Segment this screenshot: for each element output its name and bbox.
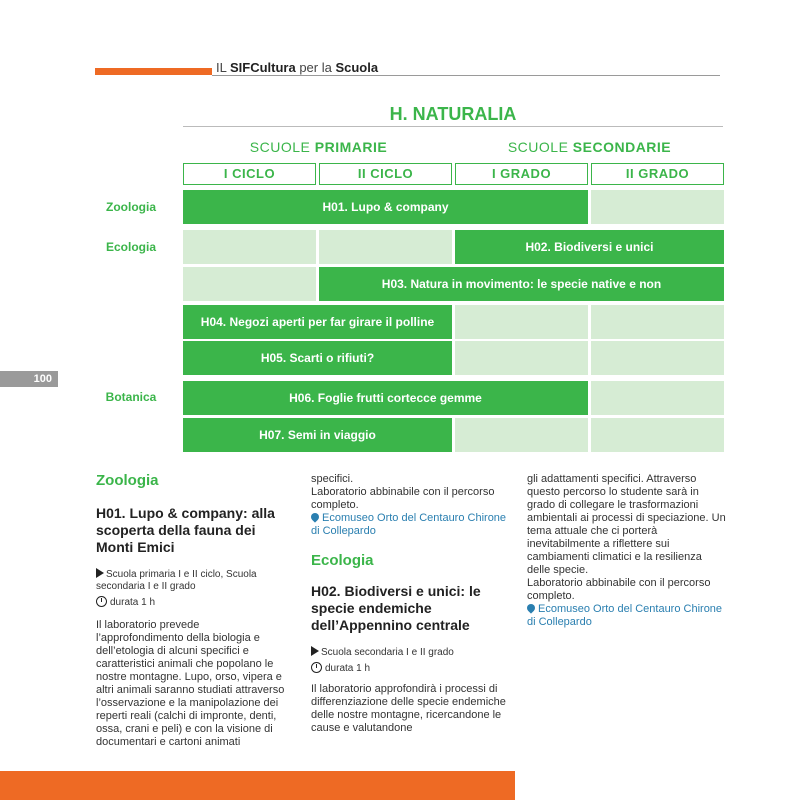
row-label-botanica: Botanica (105, 390, 157, 404)
page-number: 100 (0, 371, 58, 387)
activity-h02[interactable]: H02. Biodiversi e unici (455, 230, 724, 264)
location-pin-icon (309, 511, 320, 522)
location-pin-icon (525, 602, 536, 613)
description: gli adattamenti specifici. Attraverso questo percorso lo studente sarà in grado di collegare le trasformazioni ambientali ai processi di speciazione. Un tema attuale che ci porterà inevitabilmente a riflettere sui cambiamenti climatici e la resilienza delle specie. (527, 473, 726, 576)
activity-title: H02. Biodiversi e unici: le specie endemiche dell’Appennino centrale (311, 583, 481, 633)
empty-cell (319, 230, 452, 264)
empty-cell (591, 341, 724, 375)
column-header: I GRADO (455, 163, 588, 185)
column-header: II CICLO (319, 163, 452, 185)
activity-title: H01. Lupo & company: alla scoperta della fauna dei Monti Emici (96, 505, 275, 555)
footer-accent-bar (0, 771, 515, 800)
target-audience: Scuola primaria I e II ciclo, Scuola secondaria I e II grado (96, 569, 257, 592)
activity-h04[interactable]: H04. Negozi aperti per far girare il polline (183, 305, 452, 339)
empty-cell (455, 418, 588, 452)
location-link[interactable]: Ecomuseo Orto del Centauro Chirone di Collepardo (527, 603, 723, 628)
clock-icon (96, 596, 107, 607)
group-primarie: SCUOLE PRIMARIE (249, 139, 388, 155)
category-heading: Ecologia (311, 552, 374, 569)
column-header: II GRADO (591, 163, 724, 185)
group-secondarie: SCUOLE SECONDARIE (507, 139, 672, 155)
empty-cell (591, 305, 724, 339)
header-accent-bar (95, 68, 212, 75)
text-column-3 (527, 473, 727, 629)
category-heading: Zoologia (96, 472, 159, 489)
empty-cell (455, 305, 588, 339)
text-column-2 (311, 473, 511, 735)
abbinabile-note: Laboratorio abbinabile con il percorso completo. (527, 577, 711, 602)
activity-h01[interactable]: H01. Lupo & company (183, 190, 588, 224)
section-title: H. NATURALIA (389, 104, 517, 124)
column-header: I CICLO (183, 163, 316, 185)
activity-h07[interactable]: H07. Semi in viaggio (183, 418, 452, 452)
duration: durata 1 h (311, 662, 511, 675)
description: Il laboratorio prevede l’approfondimento della biologia e dell’etologia di alcuni specifici e caratteristici animali che popolano le nostre montagne. Lupo, orso, vipera e altri animali saranno studiati attraverso l’osservazione e la manipolazione dei reperti reali (calchi di impronte, denti, ossa, crani e peli) e con la visione di documentari e cartoni animati (96, 619, 285, 748)
empty-cell (591, 381, 724, 415)
play-icon (96, 568, 104, 578)
row-label-zoologia: Zoologia (106, 200, 156, 214)
empty-cell (183, 230, 316, 264)
continued-text: specifici. (311, 473, 354, 485)
activity-h05[interactable]: H05. Scarti o rifiuti? (183, 341, 452, 375)
header-rule (212, 75, 720, 76)
clock-icon (311, 662, 322, 673)
activity-h03[interactable]: H03. Natura in movimento: le specie native e non (319, 267, 724, 301)
section-title-rule (183, 126, 723, 127)
running-header: IL SIFCultura per la Scuola (216, 60, 379, 75)
target-audience: Scuola secondaria I e II grado (311, 646, 511, 659)
empty-cell (455, 341, 588, 375)
empty-cell (591, 190, 724, 224)
location-link[interactable]: Ecomuseo Orto del Centauro Chirone di Collepardo (311, 512, 507, 537)
empty-cell (591, 418, 724, 452)
text-column-1 (96, 472, 288, 749)
abbinabile-note: Laboratorio abbinabile con il percorso completo. (311, 486, 495, 511)
activity-h06[interactable]: H06. Foglie frutti cortecce gemme (183, 381, 588, 415)
play-icon (311, 646, 319, 656)
row-label-ecologia: Ecologia (105, 240, 156, 254)
duration: durata 1 h (96, 596, 288, 609)
description: Il laboratorio approfondirà i processi di differenziazione delle specie endemiche delle nostre montagne, ricercandone le cause e valutandone (311, 683, 506, 734)
empty-cell (183, 267, 316, 301)
